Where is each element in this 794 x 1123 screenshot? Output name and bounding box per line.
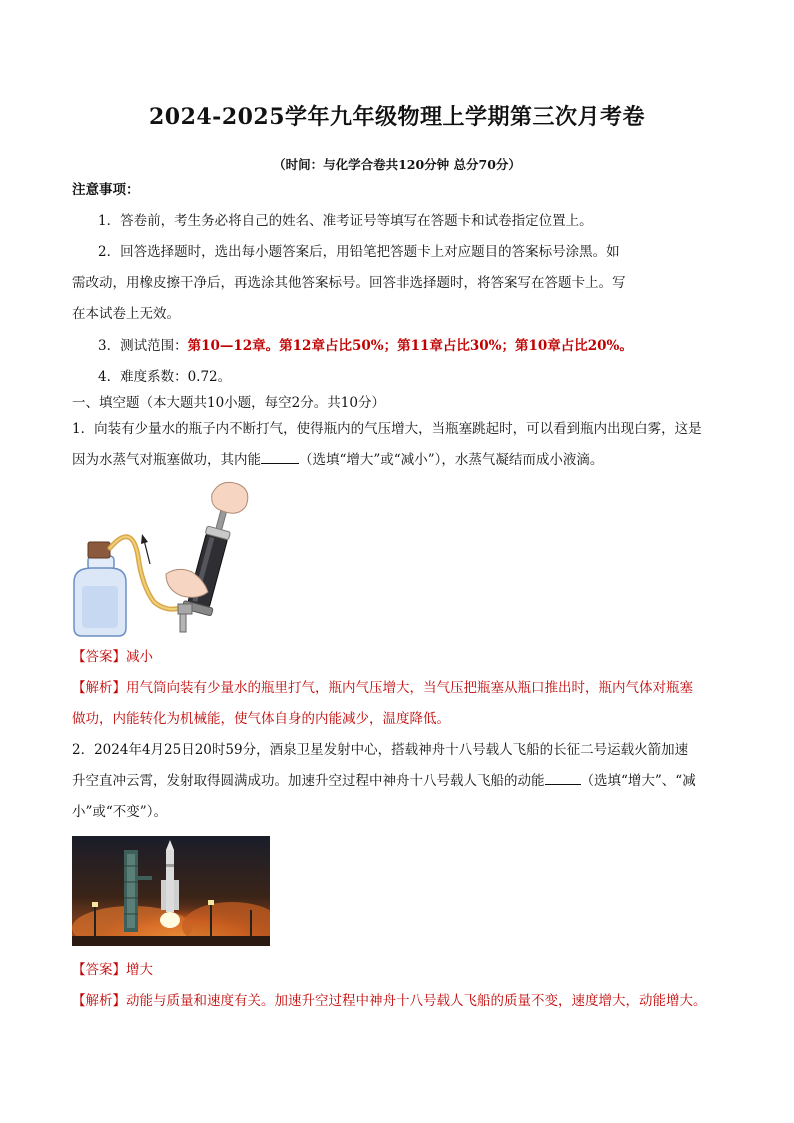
q1-line2 <box>72 450 603 470</box>
q1-answer-label: 【答案】 <box>72 649 126 665</box>
rocket-launch-photo <box>72 836 270 946</box>
q2-answer <box>72 960 153 980</box>
q2-answer-label: 【答案】 <box>72 962 126 978</box>
q2-line2 <box>72 771 696 791</box>
top-hand-icon <box>212 482 248 513</box>
bottle-icon <box>74 556 126 636</box>
stopper-icon <box>88 542 110 558</box>
q2-line1: 2．2024年4月25日20时59分，酒泉卫星发射中心，搭载神舟十八号载人飞船的长征二号运载火箭加速 <box>72 742 689 758</box>
q1-answer <box>72 647 153 667</box>
q1-answer-blank[interactable] <box>261 451 299 464</box>
note-item-4: 4．难度系数：0.72。 <box>98 369 232 385</box>
page-title: 2024-2025学年九年级物理上学期第三次月考卷 <box>148 104 646 130</box>
note-item-3 <box>98 336 633 356</box>
q2-analysis-label: 【解析】 <box>72 993 126 1009</box>
q1-line2-a: 因为水蒸气对瓶塞做功，其内能 <box>72 452 261 468</box>
bottle-pump-figure <box>70 476 260 641</box>
q2-answer-blank[interactable] <box>545 772 581 785</box>
q2-line2-b: （选填“增大”、“减 <box>580 773 696 789</box>
q1-analysis-line1: 用气筒向装有少量水的瓶里打气，瓶内气压增大，当气压把瓶塞从瓶口推出时，瓶内气体对瓶塞 <box>126 680 693 696</box>
section-heading: 一、填空题（本大题共10小题，每空2分。共10分） <box>72 395 385 411</box>
arrow-icon <box>144 540 150 564</box>
note-item-1: 1．答卷前，考生务必将自己的姓名、准考证号等填写在答题卡和试卷指定位置上。 <box>98 213 593 229</box>
q2-line3: 小”或“不变”）。 <box>72 804 167 820</box>
q1-line2-b: （选填“增大”或“减小”），水蒸气凝结而成小液滴。 <box>299 452 604 468</box>
q1-analysis <box>72 678 693 698</box>
q2-analysis-line1: 动能与质量和速度有关。加速升空过程中神舟十八号载人飞船的质量不变，速度增大，动能增大。 <box>126 993 707 1009</box>
exam-info: （时间：与化学合卷共120分钟 总分70分） <box>273 157 521 172</box>
q1-line1: 1．向装有少量水的瓶子内不断打气，使得瓶内的气压增大，当瓶塞跳起时，可以看到瓶内出现白雾，这是 <box>72 421 702 437</box>
test-range: 第10—12章。第12章占比50%；第11章占比30%；第10章占比20%。 <box>187 338 633 354</box>
q1-analysis-line2: 做功，内能转化为机械能，使气体自身的内能减少，温度降低。 <box>72 711 450 727</box>
note-item-2: 2．回答选择题时，选出每小题答案后，用铅笔把答题卡上对应题目的答案标号涂黑。如 <box>98 244 620 260</box>
q1-analysis-label: 【解析】 <box>72 680 126 696</box>
notes-heading: 注意事项： <box>72 182 140 198</box>
note-item-2-end: 在本试卷上无效。 <box>72 306 180 322</box>
note-item-2-cont: 需改动，用橡皮擦干净后，再选涂其他答案标号。回答非选择题时，将答案写在答题卡上。写 <box>72 275 626 291</box>
valve-icon <box>178 604 192 614</box>
q2-analysis <box>72 991 707 1011</box>
q2-answer-value: 增大 <box>126 962 153 978</box>
q2-line2-a: 升空直冲云霄，发射取得圆满成功。加速升空过程中神舟十八号载人飞船的动能 <box>72 773 545 789</box>
note-item-3-prefix: 3．测试范围： <box>98 338 188 354</box>
q1-answer-value: 减小 <box>126 649 153 665</box>
